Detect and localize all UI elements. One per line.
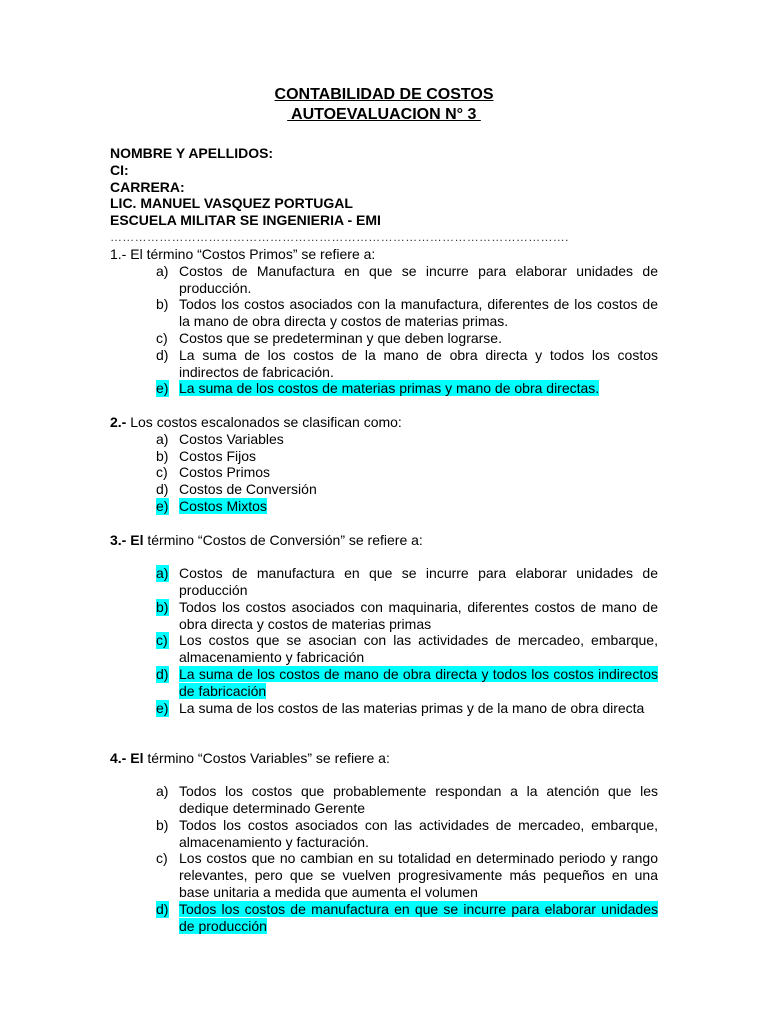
q2-option-c <box>156 464 658 481</box>
q1-option-a <box>156 263 658 297</box>
option-text: Todos los costos asociados con la manufactura, diferentes de los costos de la mano de obra directa y costos de materias primas. <box>179 296 658 329</box>
q1-option-d <box>156 347 658 381</box>
question-4 <box>110 750 390 766</box>
q2-option-e <box>156 498 658 515</box>
q4-option-c <box>156 850 658 900</box>
option-label: b) <box>156 296 169 312</box>
option-text: Todos los costos de manufactura en que se incurre para elaborar unidades de producción <box>179 901 658 934</box>
document-subtitle: AUTOEVALUACION N° 3 <box>287 106 481 123</box>
option-text: Costos de Conversión <box>179 481 317 497</box>
option-label: b) <box>156 599 169 615</box>
option-label: c) <box>156 330 168 346</box>
question-stem: término “Costos Variables” se refiere a: <box>143 750 390 766</box>
question-stem: término “Costos de Conversión” se refiere a: <box>143 532 423 548</box>
option-text: Costos de manufactura en que se incurre para elaborar unidades de producción <box>179 565 658 598</box>
option-label: a) <box>156 565 169 581</box>
option-text: La suma de los costos de la mano de obra directa y todos los costos indirectos de fabricación. <box>179 347 658 380</box>
option-text: Costos Fijos <box>179 448 257 464</box>
q3-option-e <box>156 700 658 717</box>
q2-option-d <box>156 481 658 498</box>
option-label: e) <box>156 700 169 716</box>
header-school-line: ESCUELA MILITAR SE INGENIERIA - EMI <box>110 212 381 228</box>
option-label: e) <box>156 498 169 514</box>
q3-option-d <box>156 666 658 700</box>
option-text: Todos los costos que probablemente respondan a la atención que les dedique determinado Gerente <box>179 783 658 816</box>
option-text: Los costos que no cambian en su totalidad en determinado periodo y rango relevantes, pero que se vuelven progresivamente más pequeños en una base unitaria a medida que aumenta el volumen <box>179 850 658 900</box>
option-text: Costos Mixtos <box>179 498 267 514</box>
option-text: Costos que se predeterminan y que deben lograrse. <box>179 330 502 346</box>
option-text: Costos Primos <box>179 464 271 480</box>
option-label: a) <box>156 783 169 799</box>
q2-option-a <box>156 431 658 448</box>
question-stem: Los costos escalonados se clasifican como: <box>126 414 402 430</box>
q3-option-b <box>156 599 658 633</box>
question-2 <box>110 414 402 430</box>
q1-option-b <box>156 296 658 330</box>
option-text: Todos los costos asociados con las actividades de mercadeo, embarque, almacenamiento y facturación. <box>179 817 658 850</box>
document-title: CONTABILIDAD DE COSTOS <box>274 86 494 103</box>
option-label: d) <box>156 481 169 497</box>
question-1 <box>110 246 375 262</box>
option-label: d) <box>156 901 169 917</box>
option-label: b) <box>156 817 169 833</box>
option-label: d) <box>156 347 169 363</box>
option-text: Costos Variables <box>179 431 284 447</box>
header-ci-line: CI: <box>110 162 129 178</box>
option-text: La suma de los costos de las materias primas y de la mano de obra directa <box>179 700 645 716</box>
option-label: b) <box>156 448 169 464</box>
option-text: La suma de los costos de materias primas y mano de obra directas. <box>179 380 600 396</box>
option-label: a) <box>156 431 169 447</box>
q3-option-c <box>156 632 658 666</box>
option-text: Todos los costos asociados con maquinaria, diferentes costos de mano de obra directa y costos de materias primas <box>179 599 658 632</box>
q4-option-d <box>156 901 658 935</box>
option-label: c) <box>156 850 168 866</box>
q2-option-b <box>156 448 658 465</box>
option-label: c) <box>156 464 168 480</box>
option-label: e) <box>156 380 169 396</box>
q4-option-b <box>156 817 658 851</box>
q1-option-c <box>156 330 658 347</box>
question-number: 2.- <box>110 414 127 430</box>
header-name-line: NOMBRE Y APELLIDOS: <box>110 145 274 161</box>
header-instructor-line: LIC. MANUEL VASQUEZ PORTUGAL <box>110 195 353 211</box>
question-number: 4.- El <box>110 750 144 766</box>
option-text: Costos de Manufactura en que se incurre para elaborar unidades de producción. <box>179 263 658 296</box>
separator-line: …………………………………………………………………………………………………. <box>110 230 569 244</box>
question-stem: El término “Costos Primos” se refiere a: <box>126 246 376 262</box>
option-label: d) <box>156 666 169 682</box>
question-number: 1.- <box>110 246 127 262</box>
q3-option-a <box>156 565 658 599</box>
question-3 <box>110 532 423 548</box>
header-career-line: CARRERA: <box>110 179 185 195</box>
q4-option-a <box>156 783 658 817</box>
option-label: a) <box>156 263 169 279</box>
q1-option-e <box>156 380 658 397</box>
option-text: Los costos que se asocian con las actividades de mercadeo, embarque, almacenamiento y fabricación <box>179 632 658 665</box>
option-text: La suma de los costos de mano de obra directa y todos los costos indirectos de fabricación <box>179 666 658 699</box>
option-label: c) <box>156 632 168 648</box>
question-number: 3.- El <box>110 532 144 548</box>
